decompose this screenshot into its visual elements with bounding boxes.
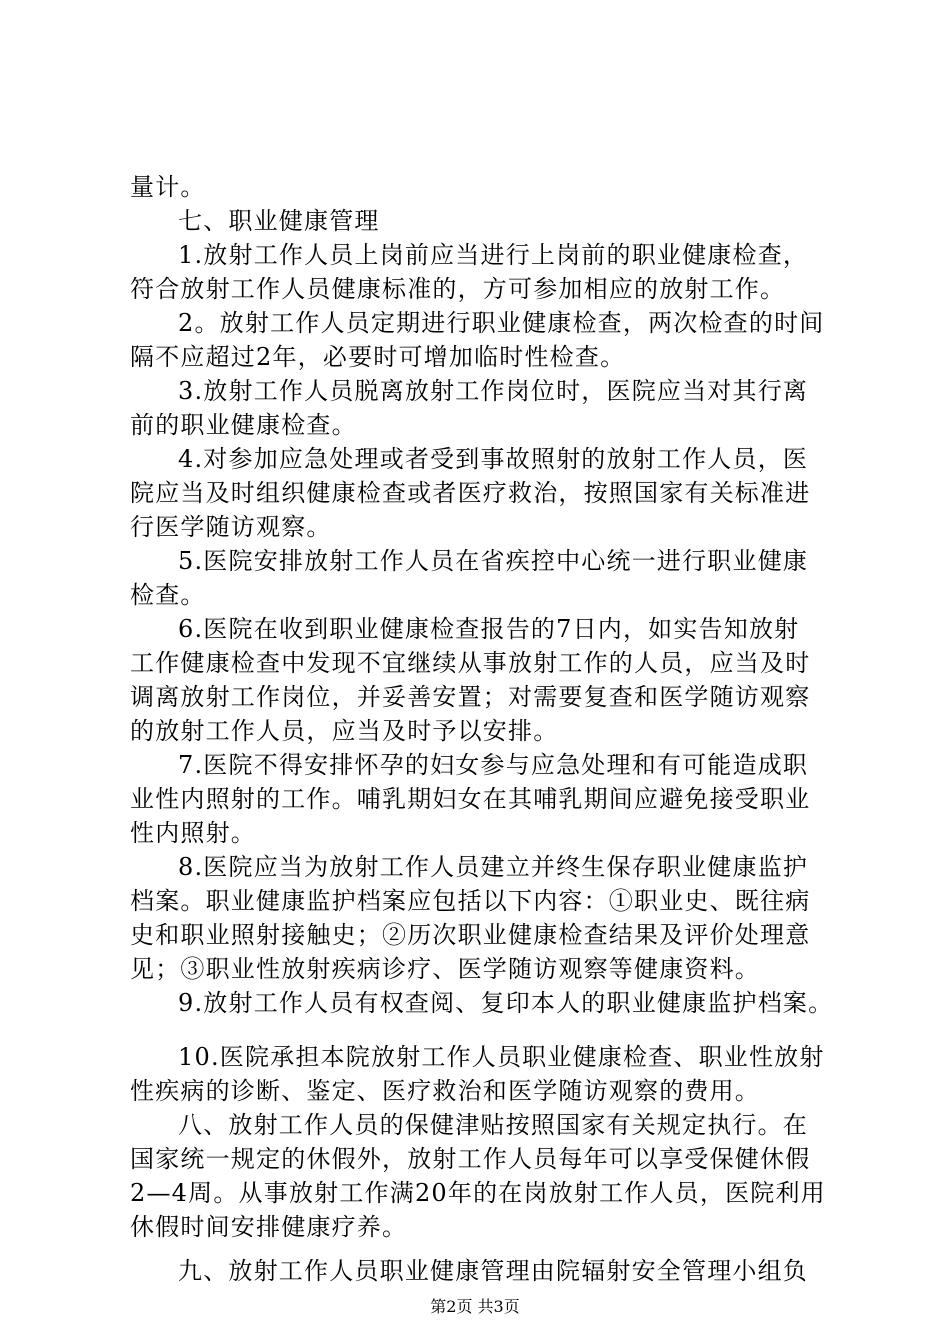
text-line: 2—4周。从事放射工作满20年的在岗放射工作人员，医院利用 [130,1179,826,1207]
text-line: 行医学随访观察。 [130,513,332,541]
text-line: 9.放射工作人员有权查阅、复印本人的职业健康监护档案。 [178,989,834,1017]
text-line: 隔不应超过2年，必要时可增加临时性检查。 [130,343,626,371]
text-line: 性疾病的诊断、鉴定、医疗救治和医学随访观察的费用。 [130,1077,760,1105]
text-line: 见；③职业性放射疾病诊疗、医学随访观察等健康资料。 [130,955,760,983]
text-line: 2。放射工作人员定期进行职业健康检查，两次检查的时间 [178,309,825,337]
text-line: 调离放射工作岗位，并妥善安置；对需要复查和医学随访观察 [130,683,811,711]
page-footer: 第2页 共3页 [430,1297,520,1316]
text-line: 3.放射工作人员脱离放射工作岗位时，医院应当对其行离 [178,377,809,405]
text-line: 8.医院应当为放射工作人员建立并终生保存职业健康监护 [178,853,809,881]
text-line: 休假时间安排健康疗养。 [130,1213,408,1241]
text-line: 量计。 [130,173,206,201]
text-line: 5.医院安排放射工作人员在省疾控中心统一进行职业健康 [178,547,809,575]
text-line: 检查。 [130,581,206,609]
text-line: 1.放射工作人员上岗前应当进行上岗前的职业健康检查， [178,241,809,269]
text-line: 4.对参加应急处理或者受到事故照射的放射工作人员，医 [178,445,809,473]
text-line: 7.医院不得安排怀孕的妇女参与应急处理和有可能造成职 [178,751,809,779]
text-line: 九、放射工作人员职业健康管理由院辐射安全管理小组负 [178,1257,808,1285]
text-line: 档案。职业健康监护档案应包括以下内容：①职业史、既往病 [130,887,811,915]
text-line: 八、放射工作人员的保健津贴按照国家有关规定执行。在 [178,1111,808,1139]
text-line: 业性内照射的工作。哺乳期妇女在其哺乳期间应避免接受职业 [130,785,811,813]
text-line: 前的职业健康检查。 [130,411,357,439]
text-line: 工作健康检查中发现不宜继续从事放射工作的人员，应当及时 [130,649,811,677]
text-line: 符合放射工作人员健康标准的，方可参加相应的放射工作。 [130,275,786,303]
text-line: 性内照射。 [130,819,256,847]
text-line: 史和职业照射接触史；②历次职业健康检查结果及评价处理意 [130,921,811,949]
text-line: 6.医院在收到职业健康检查报告的7日内，如实告知放射 [178,615,800,643]
text-line: 七、职业健康管理 [178,207,380,235]
text-line: 国家统一规定的休假外，放射工作人员每年可以享受保健休假 [130,1145,811,1173]
text-line: 10.医院承担本院放射工作人员职业健康检查、职业性放射 [178,1043,825,1071]
text-line: 的放射工作人员，应当及时予以安排。 [130,717,559,745]
text-line: 院应当及时组织健康检查或者医疗救治，按照国家有关标准进 [130,479,811,507]
